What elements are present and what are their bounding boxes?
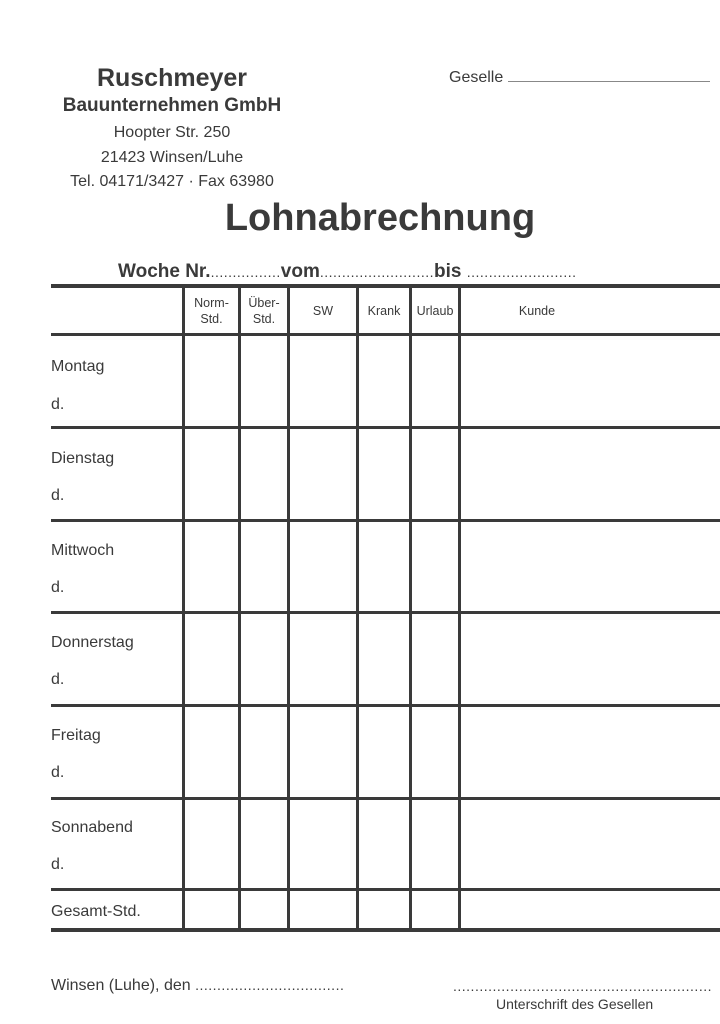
- row-label-donnerstag: Donnerstag: [51, 634, 134, 651]
- table-bottom-border: [51, 928, 720, 932]
- bis-label: bis: [434, 261, 462, 282]
- row-divider: [51, 797, 720, 800]
- row-divider: [51, 426, 720, 429]
- column-divider: [182, 287, 185, 930]
- woche-label: Woche Nr.: [118, 261, 211, 282]
- row-divider: [51, 611, 720, 614]
- column-divider: [356, 287, 359, 930]
- column-divider: [409, 287, 412, 930]
- row-label-sonnabend: Sonnabend: [51, 819, 133, 836]
- row-divider: [51, 519, 720, 522]
- row-date-mittwoch[interactable]: d.: [51, 579, 65, 596]
- row-date-dienstag[interactable]: d.: [51, 487, 65, 504]
- column-header-line: Std.: [252, 312, 276, 326]
- company-city: 21423 Winsen/Luhe: [100, 149, 244, 166]
- company-name: Ruschmeyer: [96, 64, 248, 92]
- vom-input-dots[interactable]: ..........................: [319, 264, 435, 280]
- column-header-urlaub: Urlaub: [416, 304, 454, 318]
- row-label-montag: Montag: [51, 358, 105, 375]
- column-divider: [238, 287, 241, 930]
- signature-input-dots[interactable]: ...........................................................: [453, 978, 712, 994]
- column-header-ueber-std: [240, 295, 288, 327]
- row-label-dienstag: Dienstag: [51, 450, 115, 467]
- column-divider: [287, 287, 290, 930]
- company-subtitle: Bauunternehmen GmbH: [62, 95, 282, 116]
- row-divider: [51, 888, 720, 891]
- place-date-field: [51, 977, 344, 995]
- company-contact: Tel. 04171/3427 · Fax 63980: [70, 173, 274, 190]
- date-input-dots[interactable]: ..................................: [195, 977, 345, 993]
- woche-input-dots[interactable]: ................: [210, 264, 281, 280]
- row-date-montag[interactable]: d.: [51, 396, 65, 413]
- row-label-freitag: Freitag: [51, 727, 101, 744]
- document-title: Lohnabrechnung: [224, 197, 536, 239]
- signature-label: Unterschrift des Gesellen: [496, 996, 654, 1012]
- column-divider: [458, 287, 461, 930]
- vom-label: vom: [280, 261, 320, 282]
- column-header-sw: SW: [312, 304, 334, 318]
- column-header-line: Über-: [248, 296, 280, 310]
- geselle-label: Geselle: [449, 69, 504, 86]
- column-header-line: Norm-: [194, 296, 229, 310]
- header-divider: [51, 333, 720, 336]
- row-divider: [51, 704, 720, 707]
- row-label-mittwoch: Mittwoch: [51, 542, 115, 559]
- row-date-donnerstag[interactable]: d.: [51, 671, 65, 688]
- week-row: [118, 261, 577, 283]
- geselle-input-line[interactable]: [508, 67, 710, 82]
- table-top-border: [51, 284, 720, 288]
- company-street: Hoopter Str. 250: [113, 124, 231, 141]
- geselle-field: [449, 67, 710, 87]
- bis-input-dots[interactable]: .........................: [466, 264, 577, 280]
- row-label-gesamt-std: Gesamt-Std.: [51, 903, 141, 920]
- column-header-krank: Krank: [367, 304, 401, 318]
- place-date-label: Winsen (Luhe), den: [51, 977, 191, 994]
- row-date-sonnabend[interactable]: d.: [51, 856, 65, 873]
- row-date-freitag[interactable]: d.: [51, 764, 65, 781]
- column-header-norm-std: [184, 295, 239, 327]
- column-header-kunde: Kunde: [518, 304, 556, 318]
- column-header-line: Std.: [200, 312, 223, 326]
